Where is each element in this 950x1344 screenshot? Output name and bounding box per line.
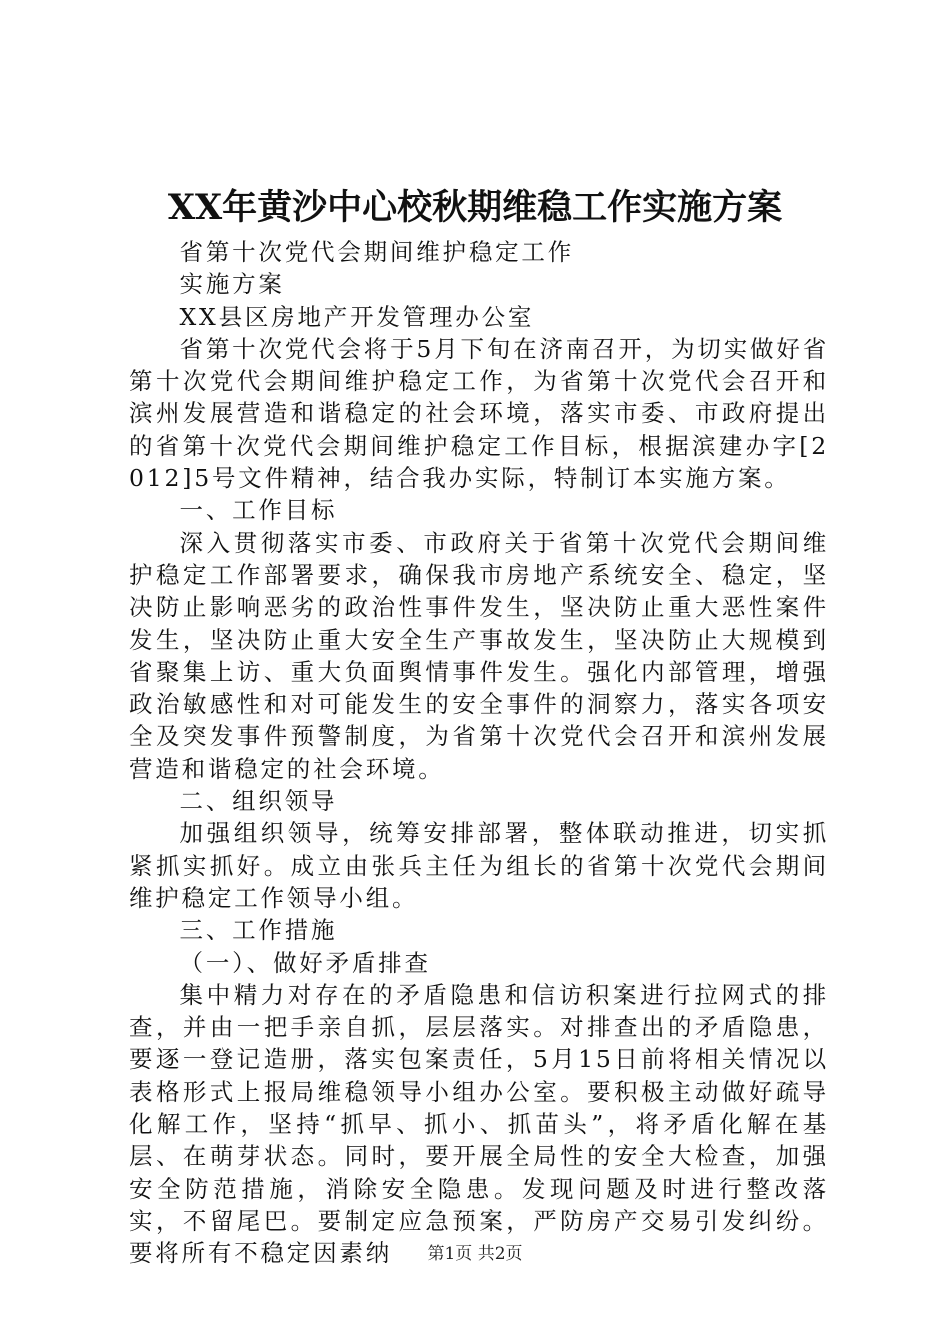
- body-paragraph: 加强组织领导，统筹安排部署，整体联动推进，切实抓紧抓实抓好。成立由张兵主任为组长的省第十次党代会期间维护稳定工作领导小组。: [129, 819, 829, 912]
- document-body: [129, 236, 829, 1270]
- issuer-line: XX县区房地产开发管理办公室: [179, 302, 535, 331]
- body-paragraph: 集中精力对存在的矛盾隐患和信访积案进行拉网式的排查，并由一把手亲自抓，层层落实。对排查出的矛盾隐患，要逐一登记造册，落实包案责任，5月15日前将相关情况以表格形式上报局维稳领导小组办公室。要积极主动做好疏导化解工作，坚持“抓早、抓小、抓苗头”，将矛盾化解在基层、在萌芽状态。同时，要开展全局性的安全大检查，加强安全防范措施，消除安全隐患。发现问题及时进行整改落实，不留尾巴。要制定应急预案，严防房产交易引发纠纷。要将所有不稳定因素纳: [129, 980, 829, 1268]
- page-footer: 第1页 共2页: [427, 1244, 523, 1264]
- section-heading: 一、工作目标: [179, 496, 338, 525]
- subsection-heading: （一）、做好矛盾排查: [179, 948, 431, 977]
- document-title: XX年黄沙中心校秋期维稳工作实施方案: [167, 187, 783, 228]
- body-paragraph: 深入贯彻落实市委、市政府关于省第十次党代会期间维护稳定工作部署要求，确保我市房地产系统安全、稳定，坚决防止影响恶劣的政治性事件发生，坚决防止重大恶性案件发生，坚决防止重大安全生产事故发生，坚决防止大规模到省聚集上访、重大负面舆情事件发生。强化内部管理，增强政治敏感性和对可能发生的安全事件的洞察力，落实各项安全及突发事件预警制度，为省第十次党代会召开和滨州发展营造和谐稳定的社会环境。: [129, 528, 829, 783]
- section-heading: 二、组织领导: [179, 787, 338, 816]
- subtitle-line: 实施方案: [179, 270, 285, 299]
- subtitle-line: 省第十次党代会期间维护稳定工作: [179, 238, 575, 266]
- body-paragraph: 省第十次党代会将于5月下旬在济南召开，为切实做好省第十次党代会期间维护稳定工作，为省第十次党代会召开和滨州发展营造和谐稳定的社会环境，落实市委、市政府提出的省第十次党代会期间维护稳定工作目标，根据滨建办字[2012]5号文件精神，结合我办实际，特制订本实施方案。: [129, 334, 829, 493]
- section-heading: 三、工作措施: [179, 916, 338, 945]
